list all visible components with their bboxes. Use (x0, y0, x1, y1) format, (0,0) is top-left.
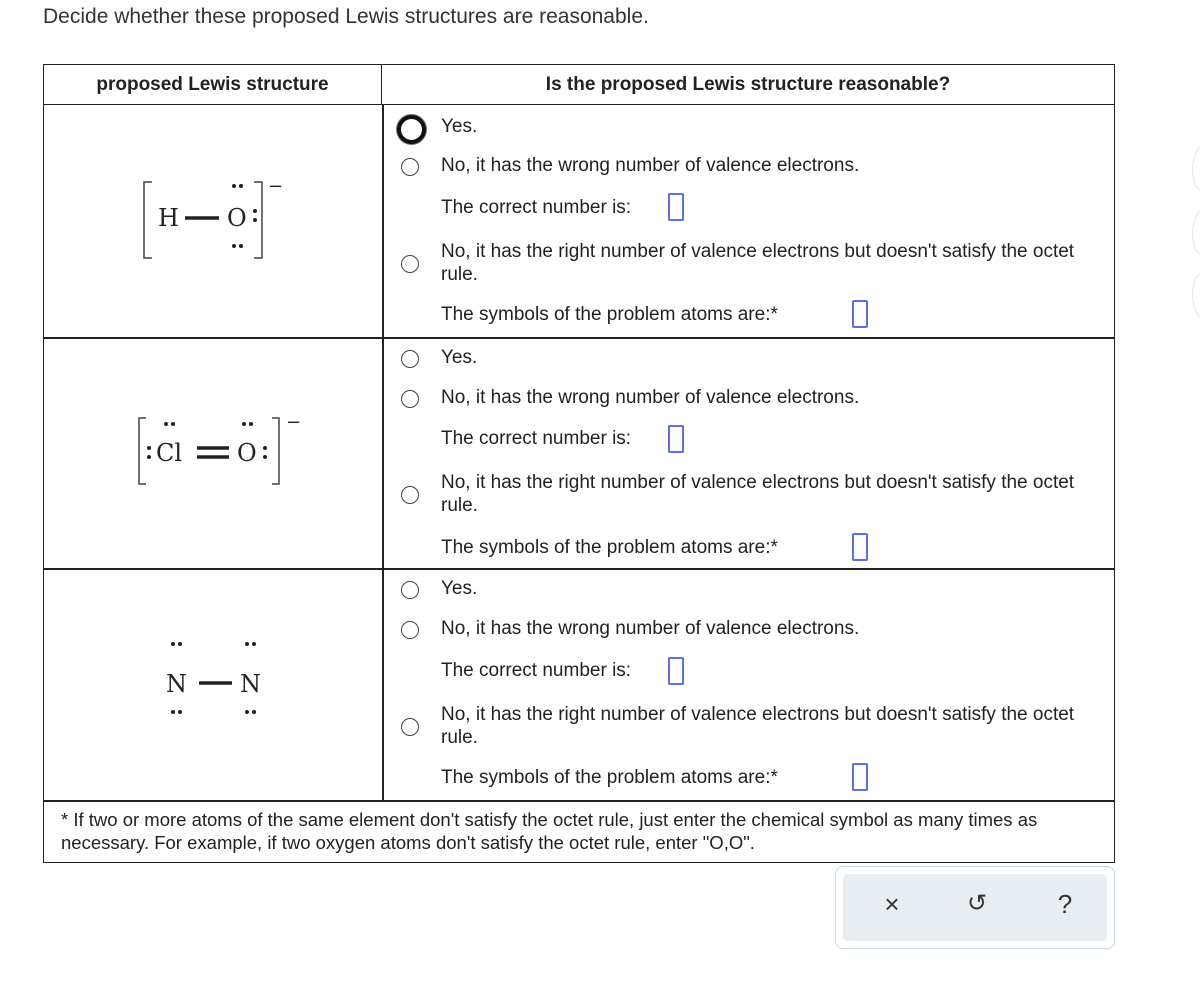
atom-label: O (227, 204, 247, 232)
row-divider (44, 800, 1114, 802)
radio-yes[interactable] (397, 115, 426, 144)
correct-number-label: The correct number is: (441, 197, 632, 218)
problem-atoms-label: The symbols of the problem atoms are:* (441, 767, 778, 788)
lewis-structure-nn (144, 630, 294, 730)
option-octet-label: No, it has the right number of valence electrons but doesn't satisfy the octet rule. (441, 704, 1075, 748)
radio-octet[interactable] (401, 718, 419, 736)
correct-number-input[interactable] (668, 657, 684, 685)
question-prompt: Decide whether these proposed Lewis structures are reasonable. (43, 5, 649, 28)
header-proposed-structure: proposed Lewis structure (44, 65, 382, 105)
side-tab-edge (1192, 146, 1200, 192)
atom-label: O (237, 439, 257, 467)
lewis-table (43, 64, 1115, 863)
help-icon[interactable]: ? (1057, 889, 1073, 919)
clear-icon[interactable]: × (884, 889, 900, 919)
option-yes-label: Yes. (441, 347, 478, 368)
atom-label: N (166, 670, 187, 698)
ion-charge: − (268, 176, 284, 197)
option-wrong-electrons-label: No, it has the wrong number of valence electrons. (441, 155, 860, 176)
row-divider (44, 337, 1114, 339)
option-yes-label: Yes. (441, 578, 478, 599)
lewis-structure-ho (134, 170, 314, 270)
option-octet-label: No, it has the right number of valence electrons but doesn't satisfy the octet rule. (441, 241, 1075, 285)
side-tab-edge (1192, 210, 1200, 256)
problem-atoms-label: The symbols of the problem atoms are:* (441, 537, 778, 558)
radio-yes[interactable] (401, 350, 419, 368)
radio-octet[interactable] (401, 255, 419, 273)
side-tab-edge (1192, 272, 1200, 318)
option-octet-label: No, it has the right number of valence electrons but doesn't satisfy the octet rule. (441, 472, 1075, 516)
option-wrong-electrons-label: No, it has the wrong number of valence electrons. (441, 387, 860, 408)
column-divider (382, 105, 384, 801)
atom-label: Cl (156, 439, 183, 467)
problem-atoms-input[interactable] (852, 533, 868, 561)
radio-wrong-electrons[interactable] (401, 621, 419, 639)
atom-label: H (158, 204, 179, 232)
correct-number-input[interactable] (668, 425, 684, 453)
problem-atoms-input[interactable] (852, 300, 868, 328)
footnote: * If two or more atoms of the same element don't satisfy the octet rule, just enter the chemical symbol as many times as necessary. For example, if two oxygen atoms don't satisfy the octet rule, enter "O,O". (61, 809, 1038, 853)
option-yes-label: Yes. (441, 116, 478, 137)
lewis-structure-clo (134, 400, 324, 500)
ion-charge: − (286, 412, 302, 433)
correct-number-label: The correct number is: (441, 428, 632, 449)
correct-number-label: The correct number is: (441, 660, 632, 681)
answer-toolbar (835, 866, 1115, 949)
radio-yes[interactable] (401, 581, 419, 599)
radio-wrong-electrons[interactable] (401, 390, 419, 408)
row-divider (44, 568, 1114, 570)
toolbar-panel (843, 874, 1107, 941)
radio-octet[interactable] (401, 486, 419, 504)
atom-label: N (240, 670, 261, 698)
undo-icon[interactable]: ↺ (966, 890, 988, 917)
header-reasonable: Is the proposed Lewis structure reasonable? (382, 65, 1114, 105)
radio-wrong-electrons[interactable] (401, 158, 419, 176)
correct-number-input[interactable] (668, 193, 684, 221)
option-wrong-electrons-label: No, it has the wrong number of valence electrons. (441, 618, 860, 639)
problem-atoms-label: The symbols of the problem atoms are:* (441, 304, 778, 325)
problem-atoms-input[interactable] (852, 763, 868, 791)
